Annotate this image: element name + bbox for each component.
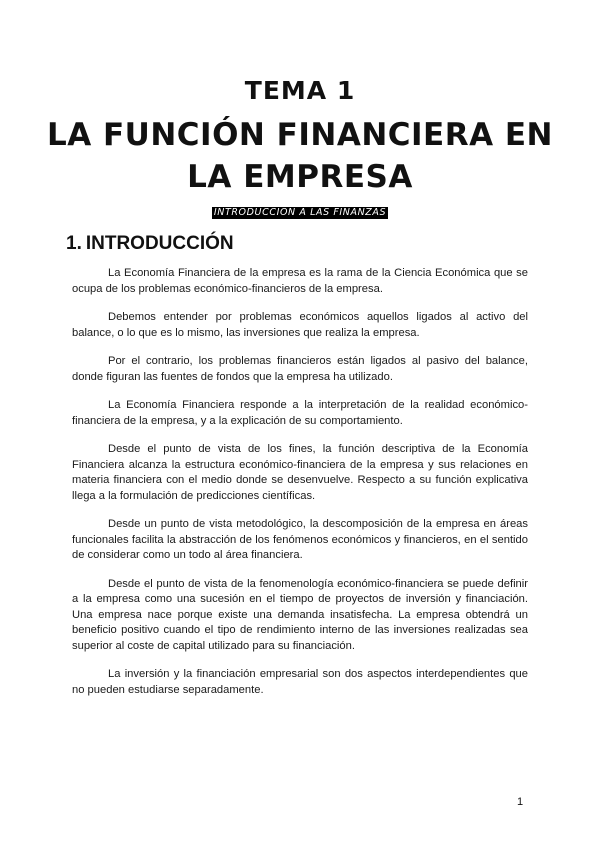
tema-heading: TEMA 1: [244, 76, 356, 105]
body-text: [72, 266, 528, 711]
paragraph: La Economía Financiera responde a la interpretación de la realidad económico-financiera de la empresa, y a la explicación de su comportamiento.: [72, 399, 528, 427]
section-heading: [66, 233, 234, 255]
paragraph: Debemos entender por problemas económicos aquellos ligados al activo del balance, o lo que es lo mismo, las inversiones que realiza la empresa.: [72, 311, 528, 339]
section-title: INTRODUCCIÓN: [85, 233, 234, 254]
page-title: LA FUNCIÓN FINANCIERA EN LA EMPRESA: [46, 117, 554, 195]
paragraph: La Economía Financiera de la empresa es la rama de la Ciencia Económica que se ocupa de los problemas económico-financieros de la empresa.: [72, 267, 528, 295]
paragraph: Desde el punto de vista de la fenomenología económico-financiera se puede definir a la empresa como una sucesión en el tiempo de proyectos de inversión y financiación. Una empresa nace porque existe una demanda insatisfecha. La empresa obtendrá un beneficio positivo cuando el tipo de rendimiento interno de las inversiones realizadas sea superior al coste de capital utilizado para su financiación.: [72, 577, 528, 652]
paragraph: Desde el punto de vista de los fines, la función descriptiva de la Economía Financiera alcanza la estructura económico-financiera de la empresa y sus relaciones en materia financiera con el medio donde se desenvuelve. Respecto a su función explicativa llega a la formulación de predicciones científicas.: [72, 443, 528, 502]
page-number: 1: [517, 796, 524, 808]
subtitle-banner: INTRODUCCIÓN A LAS FINANZAS: [213, 207, 387, 218]
subtitle-container: [0, 202, 600, 220]
paragraph: Desde un punto de vista metodológico, la descomposición de la empresa en áreas funcionales facilita la abstracción de los fenómenos económicos y financieros, en el sentido de considerar como un todo al área financiera.: [72, 518, 528, 561]
paragraph: La inversión y la financiación empresarial son dos aspectos interdependientes que no pueden estudiarse separadamente.: [72, 668, 528, 696]
paragraph: Por el contrario, los problemas financieros están ligados al pasivo del balance, donde figuran las fuentes de fondos que la empresa ha utilizado.: [72, 355, 528, 383]
section-number: 1.: [66, 233, 82, 254]
